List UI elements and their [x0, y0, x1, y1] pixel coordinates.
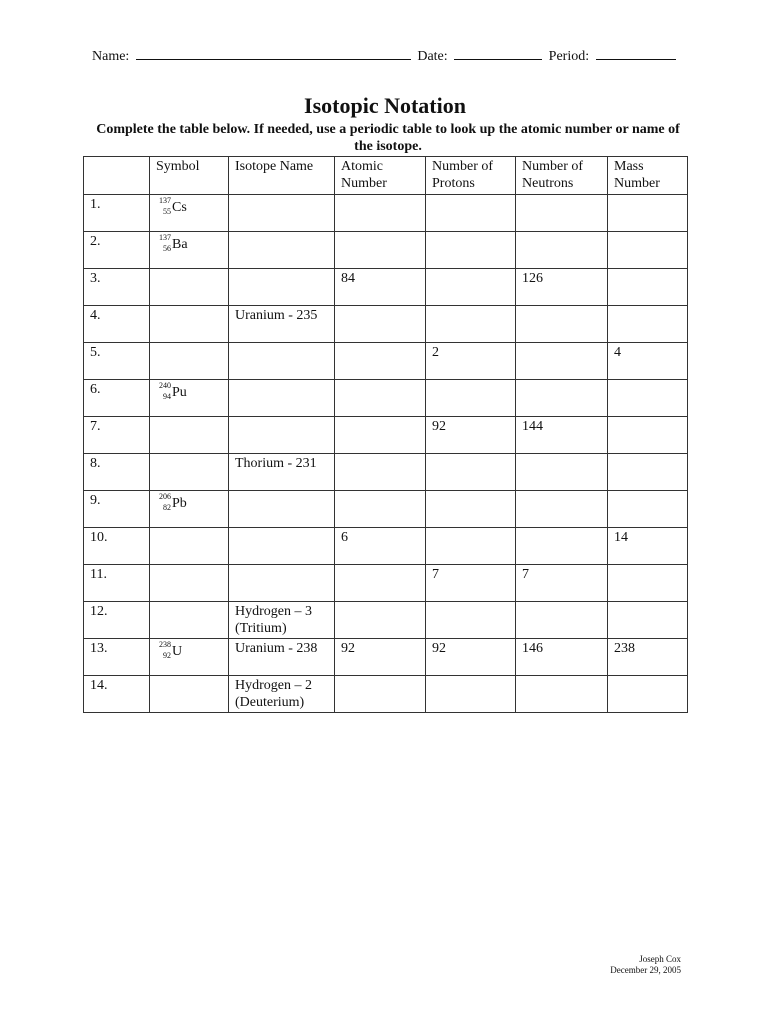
protons-cell[interactable]: [426, 491, 516, 528]
mass-cell[interactable]: [608, 306, 688, 343]
atomic-cell[interactable]: [335, 565, 426, 602]
table-row: [84, 417, 688, 454]
element-symbol: Pu: [172, 385, 187, 400]
row-number: 12.: [84, 602, 150, 639]
neutrons-cell[interactable]: [516, 380, 608, 417]
name-cell[interactable]: [229, 491, 335, 528]
element-symbol: Cs: [172, 200, 187, 215]
symbol-cell[interactable]: [150, 195, 229, 232]
mass-cell[interactable]: [608, 195, 688, 232]
nuclide-atomic-number: 94: [163, 392, 171, 401]
name-blank[interactable]: [136, 46, 411, 60]
atomic-cell[interactable]: 84: [335, 269, 426, 306]
column-header: Atomic Number: [335, 157, 426, 195]
name-cell[interactable]: Hydrogen – 2 (Deuterium): [229, 676, 335, 713]
atomic-cell[interactable]: [335, 454, 426, 491]
neutrons-cell[interactable]: [516, 306, 608, 343]
row-number: 3.: [84, 269, 150, 306]
row-number: 2.: [84, 232, 150, 269]
nuclide-numbers: [156, 640, 172, 660]
column-header: Symbol: [150, 157, 229, 195]
symbol-cell[interactable]: [150, 232, 229, 269]
nuclide-numbers: [156, 381, 172, 401]
name-cell[interactable]: [229, 565, 335, 602]
name-cell[interactable]: [229, 417, 335, 454]
header-line: [92, 46, 679, 65]
isotope-table: [83, 156, 688, 713]
column-header: Mass Number: [608, 157, 688, 195]
protons-cell[interactable]: 92: [426, 417, 516, 454]
mass-cell[interactable]: 238: [608, 639, 688, 676]
page-title: Isotopic Notation: [304, 93, 466, 118]
symbol-cell[interactable]: [150, 380, 229, 417]
mass-cell[interactable]: [608, 602, 688, 639]
protons-cell[interactable]: [426, 454, 516, 491]
table-row: [84, 676, 688, 713]
column-header: Number of Protons: [426, 157, 516, 195]
symbol-cell[interactable]: [150, 639, 229, 676]
mass-cell[interactable]: [608, 380, 688, 417]
atomic-cell[interactable]: [335, 676, 426, 713]
symbol-cell[interactable]: [150, 417, 229, 454]
mass-cell[interactable]: 14: [608, 528, 688, 565]
neutrons-cell[interactable]: [516, 343, 608, 380]
footer-author: Joseph Cox: [639, 954, 681, 964]
nuclide-mass-number: 137: [159, 233, 171, 242]
column-header: [84, 157, 150, 195]
protons-cell[interactable]: 92: [426, 639, 516, 676]
protons-cell[interactable]: [426, 602, 516, 639]
neutrons-cell[interactable]: 144: [516, 417, 608, 454]
row-number: 13.: [84, 639, 150, 676]
symbol-cell[interactable]: [150, 565, 229, 602]
neutrons-cell[interactable]: [516, 491, 608, 528]
symbol-cell[interactable]: [150, 491, 229, 528]
name-cell[interactable]: [229, 380, 335, 417]
name-cell[interactable]: [229, 528, 335, 565]
protons-cell[interactable]: [426, 528, 516, 565]
nuclide-mass-number: 238: [159, 640, 171, 649]
atomic-cell[interactable]: [335, 380, 426, 417]
atomic-cell[interactable]: [335, 195, 426, 232]
atomic-cell[interactable]: 6: [335, 528, 426, 565]
protons-cell[interactable]: [426, 306, 516, 343]
nuclide-atomic-number: 82: [163, 503, 171, 512]
name-cell[interactable]: [229, 232, 335, 269]
symbol-cell[interactable]: [150, 676, 229, 713]
atomic-cell[interactable]: [335, 417, 426, 454]
name-cell[interactable]: Hydrogen – 3 (Tritium): [229, 602, 335, 639]
row-number: 8.: [84, 454, 150, 491]
protons-cell[interactable]: [426, 232, 516, 269]
nuclide-mass-number: 137: [159, 196, 171, 205]
mass-cell[interactable]: [608, 565, 688, 602]
mass-cell[interactable]: [608, 491, 688, 528]
protons-cell[interactable]: [426, 269, 516, 306]
neutrons-cell[interactable]: [516, 195, 608, 232]
mass-cell[interactable]: [608, 417, 688, 454]
element-symbol: Pb: [172, 496, 187, 511]
symbol-cell[interactable]: [150, 306, 229, 343]
name-label: Name:: [92, 49, 130, 64]
symbol-cell[interactable]: [150, 269, 229, 306]
protons-cell[interactable]: 2: [426, 343, 516, 380]
mass-cell[interactable]: [608, 454, 688, 491]
neutrons-cell[interactable]: [516, 676, 608, 713]
period-label: Period:: [548, 49, 590, 64]
symbol-cell[interactable]: [150, 528, 229, 565]
table-row: [84, 602, 688, 639]
date-label: Date:: [417, 49, 448, 64]
instructions: Complete the table below. If needed, use a periodic table to look up the atomic number or name of the isotope.: [96, 122, 680, 154]
nuclide-mass-number: 240: [159, 381, 171, 390]
protons-cell[interactable]: [426, 195, 516, 232]
mass-cell[interactable]: [608, 676, 688, 713]
nuclide-atomic-number: 56: [163, 244, 171, 253]
element-symbol: U: [172, 644, 183, 659]
nuclide-atomic-number: 55: [163, 207, 171, 216]
atomic-cell[interactable]: [335, 343, 426, 380]
row-number: 11.: [84, 565, 150, 602]
column-header: Number of Neutrons: [516, 157, 608, 195]
period-blank[interactable]: [596, 46, 676, 60]
atomic-cell[interactable]: [335, 306, 426, 343]
nuclide-numbers: [156, 492, 172, 512]
table-row: [84, 343, 688, 380]
name-cell[interactable]: [229, 195, 335, 232]
atomic-cell[interactable]: [335, 232, 426, 269]
table-row: [84, 565, 688, 602]
protons-cell[interactable]: [426, 676, 516, 713]
neutrons-cell[interactable]: 7: [516, 565, 608, 602]
row-number: 6.: [84, 380, 150, 417]
element-symbol: Ba: [172, 237, 188, 252]
table-row: [84, 306, 688, 343]
footer: [610, 954, 681, 976]
symbol-cell[interactable]: [150, 343, 229, 380]
table-row: [84, 380, 688, 417]
symbol-cell[interactable]: [150, 602, 229, 639]
neutrons-cell[interactable]: [516, 528, 608, 565]
row-number: 4.: [84, 306, 150, 343]
table-row: [84, 454, 688, 491]
footer-date: December 29, 2005: [610, 965, 681, 975]
name-cell[interactable]: Thorium - 231: [229, 454, 335, 491]
atomic-cell[interactable]: [335, 491, 426, 528]
table-row: [84, 491, 688, 528]
symbol-cell[interactable]: [150, 454, 229, 491]
row-number: 14.: [84, 676, 150, 713]
neutrons-cell[interactable]: [516, 602, 608, 639]
neutrons-cell[interactable]: [516, 454, 608, 491]
table-row: [84, 269, 688, 306]
table-row: [84, 639, 688, 676]
nuclide-atomic-number: 92: [163, 651, 171, 660]
protons-cell[interactable]: [426, 380, 516, 417]
table-body: [84, 195, 688, 713]
row-number: 5.: [84, 343, 150, 380]
mass-cell[interactable]: [608, 232, 688, 269]
neutrons-cell[interactable]: [516, 232, 608, 269]
name-cell[interactable]: Uranium - 235: [229, 306, 335, 343]
row-number: 7.: [84, 417, 150, 454]
table-row: [84, 232, 688, 269]
mass-cell[interactable]: 4: [608, 343, 688, 380]
name-cell[interactable]: Uranium - 238: [229, 639, 335, 676]
neutrons-cell[interactable]: 126: [516, 269, 608, 306]
table-header-row: [84, 157, 688, 195]
nuclide-numbers: [156, 196, 172, 216]
neutrons-cell[interactable]: 146: [516, 639, 608, 676]
table-row: [84, 195, 688, 232]
atomic-cell[interactable]: [335, 602, 426, 639]
row-number: 1.: [84, 195, 150, 232]
nuclide-mass-number: 206: [159, 492, 171, 501]
column-header: Isotope Name: [229, 157, 335, 195]
nuclide-numbers: [156, 233, 172, 253]
protons-cell[interactable]: 7: [426, 565, 516, 602]
row-number: 10.: [84, 528, 150, 565]
date-blank[interactable]: [454, 46, 542, 60]
name-cell[interactable]: [229, 343, 335, 380]
mass-cell[interactable]: [608, 269, 688, 306]
row-number: 9.: [84, 491, 150, 528]
table-row: [84, 528, 688, 565]
name-cell[interactable]: [229, 269, 335, 306]
atomic-cell[interactable]: 92: [335, 639, 426, 676]
